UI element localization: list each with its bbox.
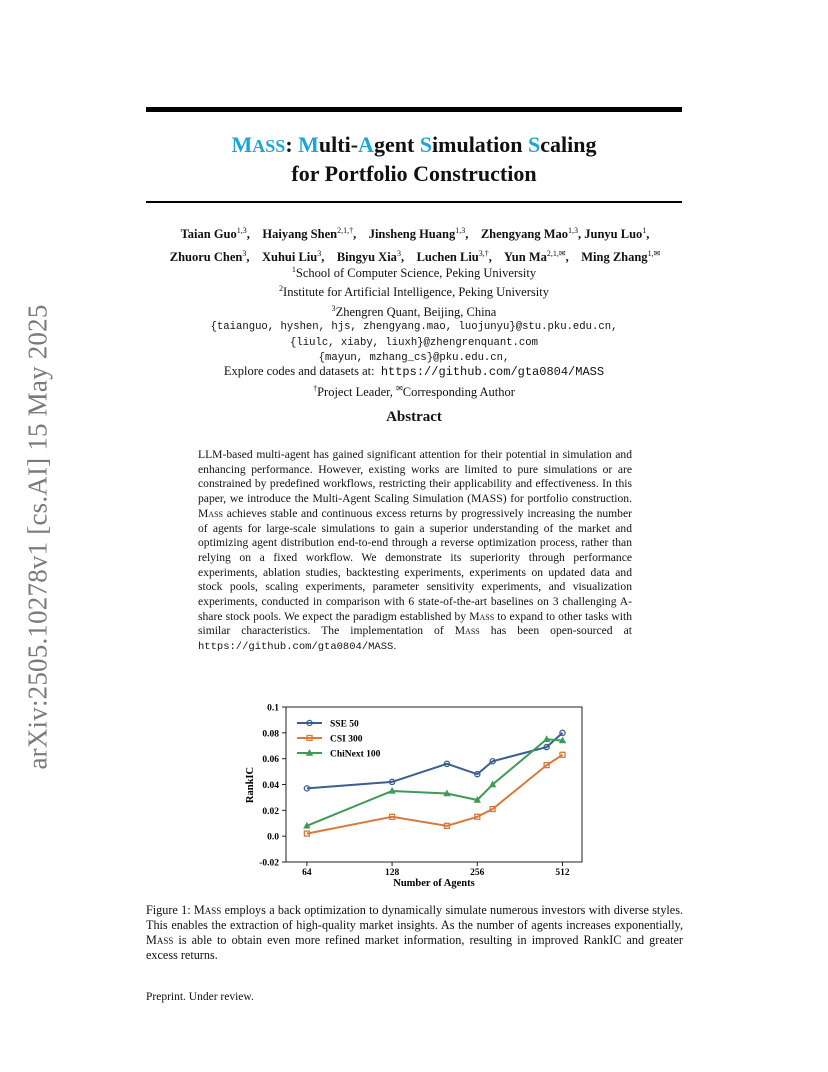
title-bottom-rule xyxy=(146,201,682,203)
affiliations xyxy=(146,262,682,366)
author-line-1: Taian Guo$^{1,3}$, Haiyang Shen$^{2,1,\dagger}$, Jinsheng Huang$^{1,3}$, Zhengyang Mao$^{1,3}$, Junyu Luo$^1$, xyxy=(180,226,650,242)
series-csi-300 xyxy=(304,749,565,836)
x-axis-label: Number of Agents xyxy=(393,878,475,889)
x-tick-label: 64 xyxy=(302,868,312,878)
y-tick-label: 0.06 xyxy=(262,755,279,766)
abstract-body: LLM-based multi-agent has gained significant attention for their potential in simulation and enhancing performance. However, existing works are limited to pure simulations or are constrained by predefined workflows, restricting their applicability and effectiveness. In this paper, we introduce the Multi-Agent Scaling Simulation (MASS) for portfolio construction. Mass achieves stable and continuous excess returns by progressively increasing the number of agents for large-scale simulations to gain a superior understanding of the market and optimizing agent distribution end-to-end through a reverse optimization process, rather than relying on a fixed workflow. We demonstrate its superiority through performance experiments, ablation studies, backtesting experiments, experiments on updated data and stock pools, scaling experiments, parameter sensitivity experiments, and visualization experiments, conducted in comparison with 6 state-of-the-art baselines on 3 challenging A-share stock pools. We expect the paradigm established by Mass to expand to other tasks with similar characteristics. The implementation of Mass has been open-sourced at https://github.com/gta0804/MASS. xyxy=(198,448,632,654)
title-line-1: MASS: Multi-Agent Simulation Scaling xyxy=(231,132,597,157)
author: Bingyu Xia xyxy=(336,250,397,265)
explore-line: Explore codes and datasets at: https://github.com/gta0804/MASS xyxy=(223,364,605,379)
author: Yun Ma xyxy=(503,250,547,265)
project-links xyxy=(146,364,682,400)
repo-link[interactable]: https://github.com/gta0804/MASS xyxy=(198,641,394,654)
figure-caption: Figure 1: Mass employs a back optimization to dynamically simulate numerous investors with diverse styles. This enables the extraction of high-quality market insights. As the number of agents increases exponentially, Mass is able to obtain even more refined market information, resulting in improved RankIC and greater excess returns. xyxy=(146,903,683,962)
legend-label: ChiNext 100 xyxy=(330,749,381,760)
author: Jinsheng Huang xyxy=(368,227,456,242)
roles-line: †Project Leader, ✉Corresponding Author xyxy=(313,383,515,399)
author: Luchen Liu xyxy=(416,250,479,265)
affiliation: $^1$School of Computer Science, Peking University xyxy=(291,265,537,281)
affiliation: $^3$Zhengren Quant, Beijing, China xyxy=(331,303,497,320)
affiliation: $^2$Institute for Artificial Intelligence, Peking University xyxy=(279,284,549,300)
arxiv-id: arXiv:2505.10278v1 [cs.AI] 15 May 2025 xyxy=(22,304,53,770)
author: Xuhui Liu xyxy=(261,250,318,265)
y-tick-label: 0.0 xyxy=(267,832,279,843)
author: Haiyang Shen xyxy=(262,227,338,242)
footer-note: Preprint. Under review. xyxy=(146,991,254,1003)
y-tick-label: 0.08 xyxy=(262,729,279,740)
legend-label: SSE 50 xyxy=(330,719,359,730)
author: Taian Guo xyxy=(180,227,237,242)
x-tick-label: 256 xyxy=(470,868,485,878)
series-group xyxy=(304,730,566,836)
y-tick-label: 0.1 xyxy=(267,703,279,714)
email-line: {mayun, mzhang_cs}@pku.edu.cn, xyxy=(318,351,510,364)
plot-frame xyxy=(286,707,582,862)
y-axis-label: RankIC xyxy=(245,766,256,804)
repo-link[interactable]: https://github.com/gta0804/MASS xyxy=(380,365,605,379)
rankic-chart xyxy=(240,697,590,892)
author: Zhuoru Chen xyxy=(169,250,243,265)
legend xyxy=(297,720,381,760)
x-tick-label: 128 xyxy=(384,868,400,878)
y-tick-label: -0.02 xyxy=(259,858,279,869)
author-list xyxy=(120,221,710,267)
abstract-heading: Abstract xyxy=(386,409,442,425)
legend-label: CSI 300 xyxy=(330,734,363,745)
author: Junyu Luo xyxy=(584,227,643,242)
email-line: {liulc, xiaby, liuxh}@zhengrenquant.com xyxy=(290,336,538,349)
title-top-rule xyxy=(146,107,682,112)
paper-title xyxy=(146,131,682,187)
series-line xyxy=(307,755,563,834)
y-tick-label: 0.04 xyxy=(262,781,279,791)
email-line: {taianguo, hyshen, hjs, zhengyang.mao, luojunyu}@stu.pku.edu.cn, xyxy=(210,321,618,334)
arxiv-sidebar xyxy=(0,0,70,1072)
y-tick-label: 0.02 xyxy=(262,806,279,817)
author: Ming Zhang xyxy=(581,250,648,265)
author-line-2: Zhuoru Chen$^3$, Xuhui Liu$^3$, Bingyu Xia$^3$, Luchen Liu$^{3,\dagger}$, Yun $Ma^{2,1,✉}$, Ming Zhang$^{1,✉}$ xyxy=(169,249,661,265)
x-tick-label: 512 xyxy=(555,868,570,878)
title-line-2: for Portfolio Construction xyxy=(291,161,537,186)
author: Zhengyang Mao xyxy=(480,227,568,242)
